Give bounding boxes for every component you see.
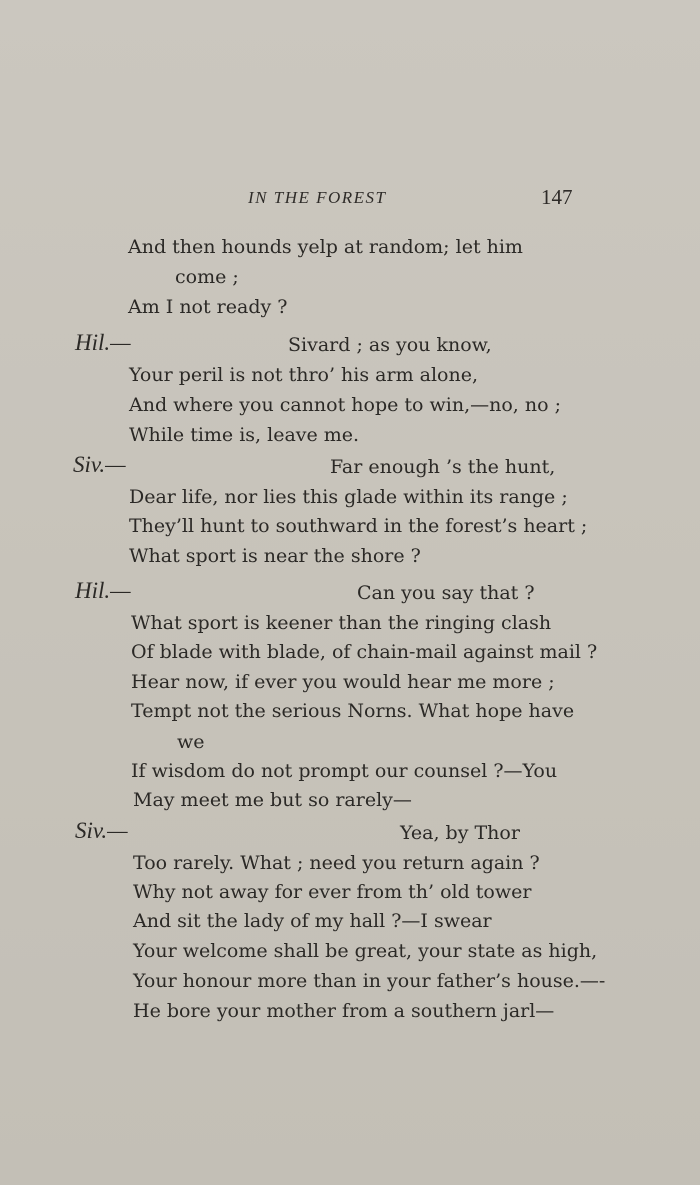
speaker-label: Siv.— [75,818,128,843]
verse-text: Of blade with blade, of chain-mail against mail ? [131,641,598,663]
verse-text: Can you say that ? [357,582,535,604]
verse-text: And sit the lady of my hall ?—I swear [133,910,492,932]
verse-text: Tempt not the serious Norns. What hope have [131,700,575,722]
running-header: IN THE FOREST [248,188,387,207]
verse-text: Your honour more than in your father’s house.—- [133,970,606,992]
speaker-label: Siv.— [73,452,126,477]
verse-text: Hear now, if ever you would hear me more ; [131,671,555,693]
verse-text: Too rarely. What ; need you return again ? [133,852,540,874]
verse-text: While time is, leave me. [129,424,360,446]
verse-text: If wisdom do not prompt our counsel ?—You [131,760,558,782]
verse-text: What sport is keener than the ringing clash [131,612,552,634]
verse-text: What sport is near the shore ? [129,545,421,567]
page-number: 147 [541,185,573,209]
verse-text: May meet me but so rarely— [133,789,412,811]
speaker-label: Hil.— [75,330,131,355]
verse-text: They’ll hunt to southward in the forest’s heart ; [129,515,588,537]
verse-text: He bore your mother from a southern jarl— [133,1000,555,1022]
verse-text: Why not away for ever from th’ old tower [133,881,532,903]
verse-text: Am I not ready ? [128,296,288,318]
verse-text: And then hounds yelp at random; let him [128,236,523,258]
verse-text: Sivard ; as you know, [288,334,492,356]
verse-text: come ; [175,266,239,288]
verse-text: And where you cannot hope to win,—no, no ; [129,394,561,416]
verse-text: Far enough ’s the hunt, [330,456,556,478]
verse-text: Your welcome shall be great, your state as high, [133,940,598,962]
verse-text: Yea, by Thor [400,822,520,844]
verse-text: Your peril is not thro’ his arm alone, [129,364,478,386]
verse-text: Dear life, nor lies this glade within its range ; [129,486,568,508]
verse-text: we [177,731,205,753]
speaker-label: Hil.— [75,578,131,603]
